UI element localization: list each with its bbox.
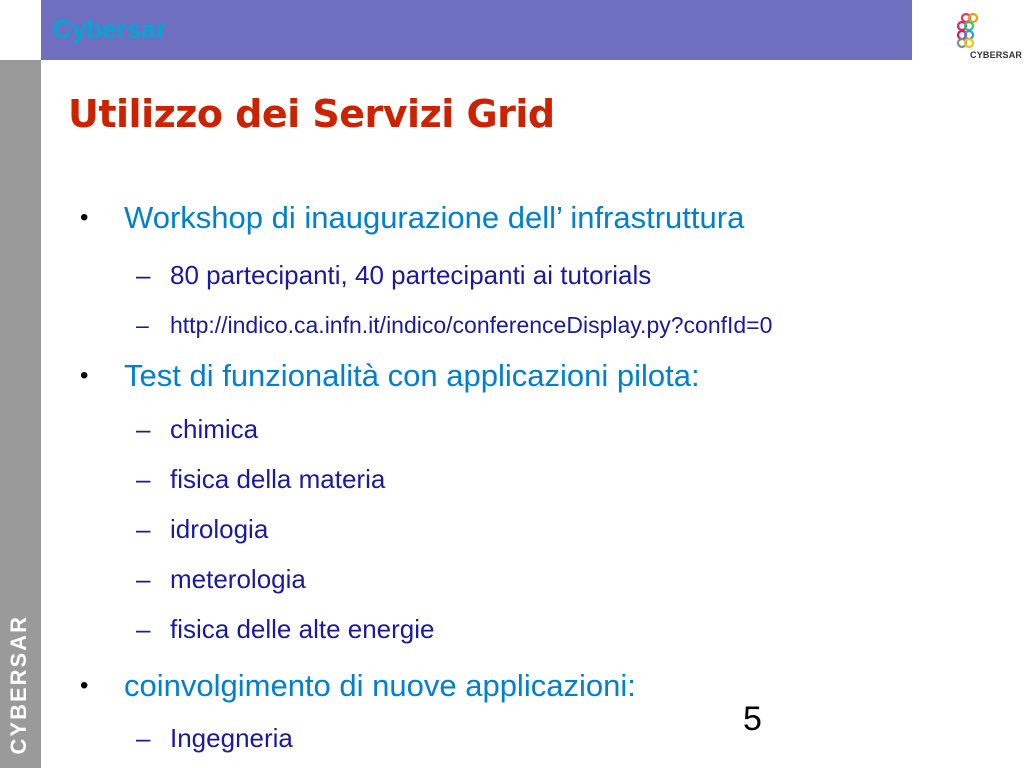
sub-item-text: Ingegneria — [170, 723, 293, 753]
sub-item-text: 80 partecipanti, 40 partecipanti ai tutorials — [170, 260, 652, 290]
dash-symbol: – — [136, 564, 151, 594]
logo-rings-icon — [951, 10, 1023, 50]
dash-symbol: – — [136, 414, 151, 444]
sub-item-link[interactable]: http://indico.ca.infn.it/indico/conferenceDisplay.py?confId=0 — [170, 312, 773, 338]
dash-symbol: – — [136, 260, 151, 290]
bullet-text: coinvolgimento di nuove applicazioni: — [124, 668, 636, 703]
sub-item-text: meterologia — [170, 564, 306, 594]
dash-symbol: – — [136, 464, 151, 494]
cybersar-logo — [951, 10, 1023, 60]
sub-item-text: fisica delle alte energie — [170, 614, 435, 644]
dash-symbol: – — [136, 312, 149, 338]
bullet-symbol: • — [80, 204, 89, 231]
left-sidebar — [0, 60, 41, 768]
dash-symbol: – — [136, 614, 151, 644]
header-title: Cybersar — [53, 14, 166, 44]
header-bar — [41, 0, 912, 60]
sub-item-text: idrologia — [170, 514, 269, 544]
slide-title: Utilizzo dei Servizi Grid — [68, 92, 555, 136]
sidebar-brand-text: CYBERSAR — [6, 614, 31, 754]
page-number: 5 — [743, 700, 762, 738]
bullet-symbol: • — [80, 362, 89, 389]
sub-item-text: chimica — [170, 414, 259, 444]
bullet-text: Workshop di inaugurazione dell’ infrastruttura — [124, 200, 745, 235]
sub-item-text: fisica della materia — [170, 464, 386, 494]
dash-symbol: – — [136, 514, 151, 544]
bullet-symbol: • — [80, 672, 89, 699]
logo-text: CYBERSAR — [970, 50, 1023, 60]
dash-symbol: – — [136, 723, 151, 753]
bullet-text: Test di funzionalità con applicazioni pilota: — [124, 358, 700, 393]
